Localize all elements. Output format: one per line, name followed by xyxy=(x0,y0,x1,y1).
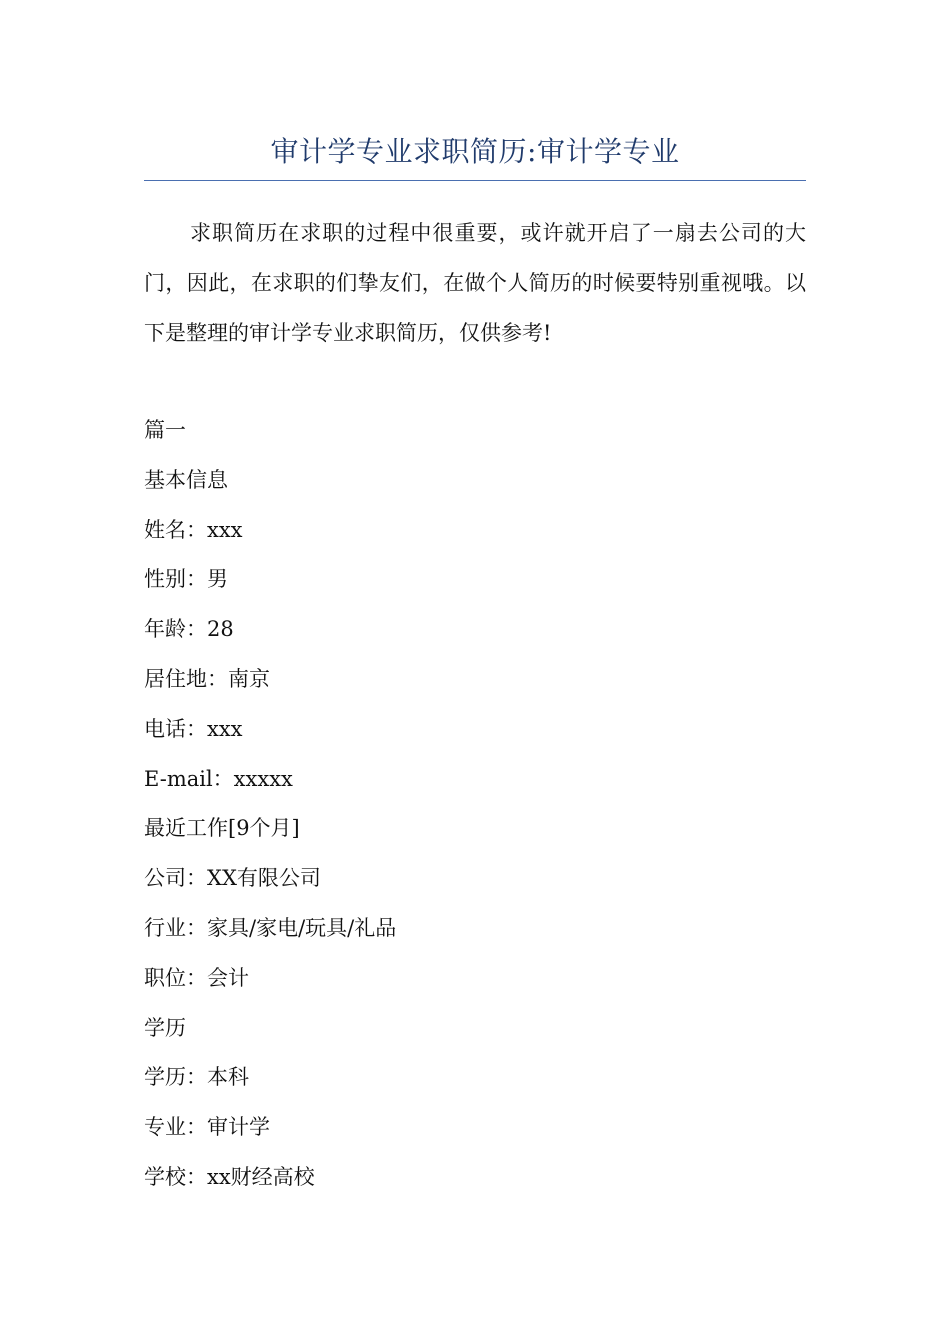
section-heading-part-one: 篇一 xyxy=(144,418,186,442)
section-heading-recent-work: 最近工作[9个月] xyxy=(144,816,300,841)
field-age: 年龄：28 xyxy=(144,617,234,642)
field-residence: 居住地：南京 xyxy=(144,666,270,691)
field-phone: 电话：xxx xyxy=(144,716,243,741)
field-email: E-mail：xxxxx xyxy=(144,766,293,791)
intro-paragraph: 求职简历在求职的过程中很重要，或许就开启了一扇去公司的大门，因此，在求职的们挚友们，在做个人简历的时候要特别重视哦。以下是整理的审计学专业求职简历，仅供参考! xyxy=(144,221,806,345)
field-gender: 性别：男 xyxy=(144,567,228,592)
document-title: 审计学专业求职简历:审计学专业 xyxy=(270,135,680,168)
field-industry: 行业：家具/家电/玩具/礼品 xyxy=(144,915,397,940)
resume-lines xyxy=(144,406,806,1203)
field-major: 专业：审计学 xyxy=(144,1115,270,1140)
field-company: 公司：XX有限公司 xyxy=(144,866,321,891)
section-heading-basic-info: 基本信息 xyxy=(144,467,228,492)
field-degree: 学历：本科 xyxy=(144,1065,249,1090)
section-heading-education: 学历 xyxy=(144,1015,186,1040)
title-underline xyxy=(144,180,806,181)
field-name: 姓名：xxx xyxy=(144,517,243,542)
field-position: 职位：会计 xyxy=(144,965,249,990)
field-school: 学校：xx财经高校 xyxy=(144,1164,315,1189)
